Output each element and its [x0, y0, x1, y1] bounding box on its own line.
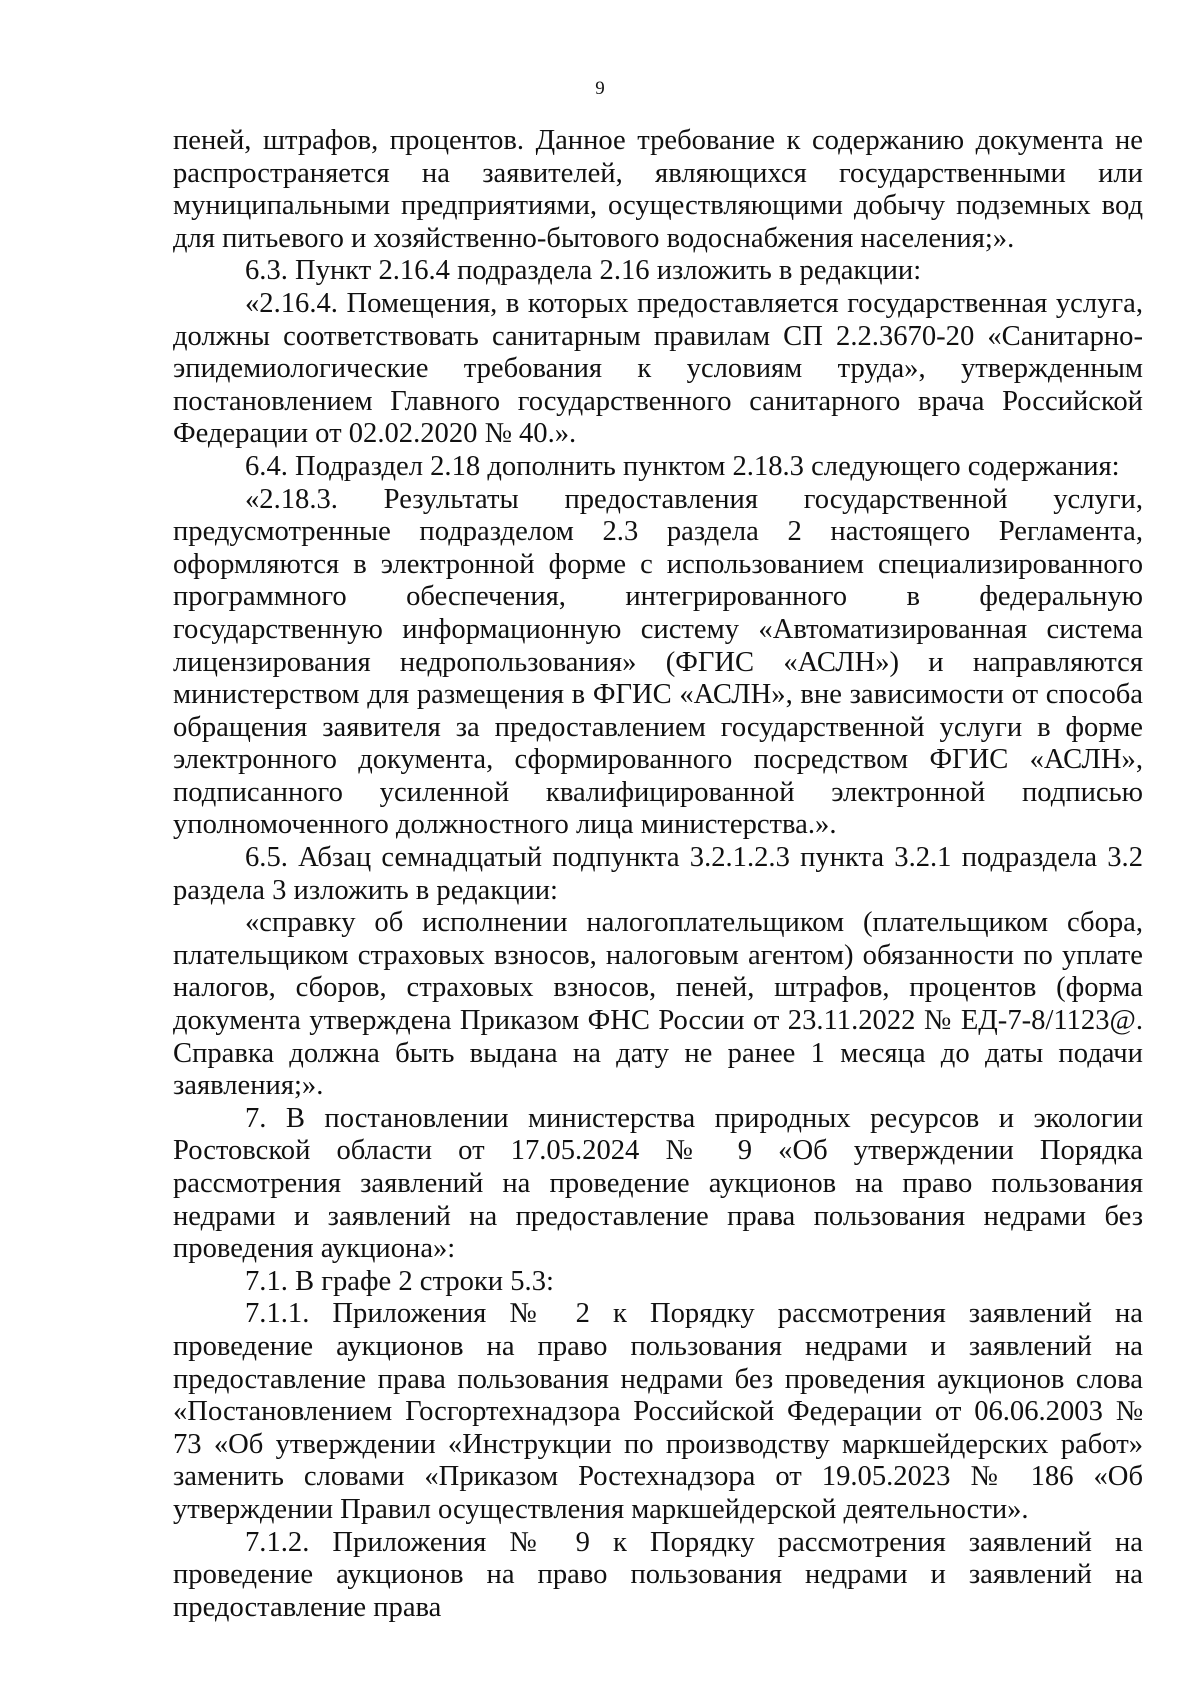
paragraph-certificate-quote: «справку об исполнении налогоплательщиком (плательщиком сбора, плательщиком страховых взносов, налоговым агентом) обязанности по уплате налогов, сборов, страховых взносов, пеней, штрафов, процентов (форма документа утверждена Приказом ФНС России от 23.11.2022 № ЕД-7-8/1123@. Справка должна быть выдана на дату не ранее 1 месяца до даты подачи заявления;».: [173, 907, 1143, 1102]
paragraph-7-1: 7.1. В графе 2 строки 5.3:: [245, 1265, 554, 1297]
paragraph-2-16-4-quote: «2.16.4. Помещения, в которых предоставляется государственная услуга, должны соответствовать санитарным правилам СП 2.2.3670-20 «Санитарно-эпидемиологические требования к условиям труда», утвержденным постановлением Главного государственного санитарного врача Российской Федерации от 02.02.2020 № 40.».: [173, 287, 1143, 450]
paragraph-7-1-1: 7.1.1. Приложения № 2 к Порядку рассмотрения заявлений на проведение аукционов на право пользования недрами и заявлений на предоставление права пользования недрами без проведения аукционов слова «Постановлением Госгортехнадзора Российской Федерации от 06.06.2003 № 73 «Об утверждении «Инструкции по производству маркшейдерских работ» заменить словами «Приказом Ростехнадзора от 19.05.2023 № 186 «Об утверждении Правил осуществления маркшейдерской деятельности».: [173, 1298, 1143, 1525]
paragraph-6-4: 6.4. Подраздел 2.18 дополнить пунктом 2.18.3 следующего содержания:: [245, 450, 1120, 482]
page-number: 9: [595, 78, 605, 99]
paragraph-continuation: пеней, штрафов, процентов. Данное требование к содержанию документа не распространяется на заявителей, являющихся государственными или муниципальными предприятиями, осуществляющими добычу подземных вод для питьевого и хозяйственно-бытового водоснабжения населения;».: [173, 125, 1143, 254]
paragraph-7-1-2: 7.1.2. Приложения № 9 к Порядку рассмотрения заявлений на проведение аукционов на право пользования недрами и заявлений на предоставление права: [173, 1526, 1143, 1623]
paragraph-6-5: 6.5. Абзац семнадцатый подпункта 3.2.1.2.3 пункта 3.2.1 подраздела 3.2 раздела 3 изложить в редакции:: [173, 842, 1143, 906]
paragraph-6-3: 6.3. Пункт 2.16.4 подраздела 2.16 изложить в редакции:: [245, 255, 922, 287]
paragraph-2-18-3-quote: «2.18.3. Результаты предоставления государственной услуги, предусмотренные подразделом 2.3 раздела 2 настоящего Регламента, оформляются в электронной форме с использованием специализированного программного обеспечения, интегрированного в федеральную государственную информационную систему «Автоматизированная система лицензирования недропользования» (ФГИС «АСЛН») и направляются министерством для размещения в ФГИС «АСЛН», вне зависимости от способа обращения заявителя за предоставлением государственной услуги в форме электронного документа, сформированного посредством ФГИС «АСЛН», подписанного усиленной квалифицированной электронной подписью уполномоченного должностного лица министерства.».: [173, 483, 1143, 841]
document-body: [173, 125, 1143, 1624]
paragraph-7: 7. В постановлении министерства природных ресурсов и экологии Ростовской области от 17.05.2024 № 9 «Об утверждении Порядка рассмотрения заявлений на проведение аукционов на право пользования недрами и заявлений на предоставление права пользования недрами без проведения аукциона»:: [173, 1102, 1143, 1265]
